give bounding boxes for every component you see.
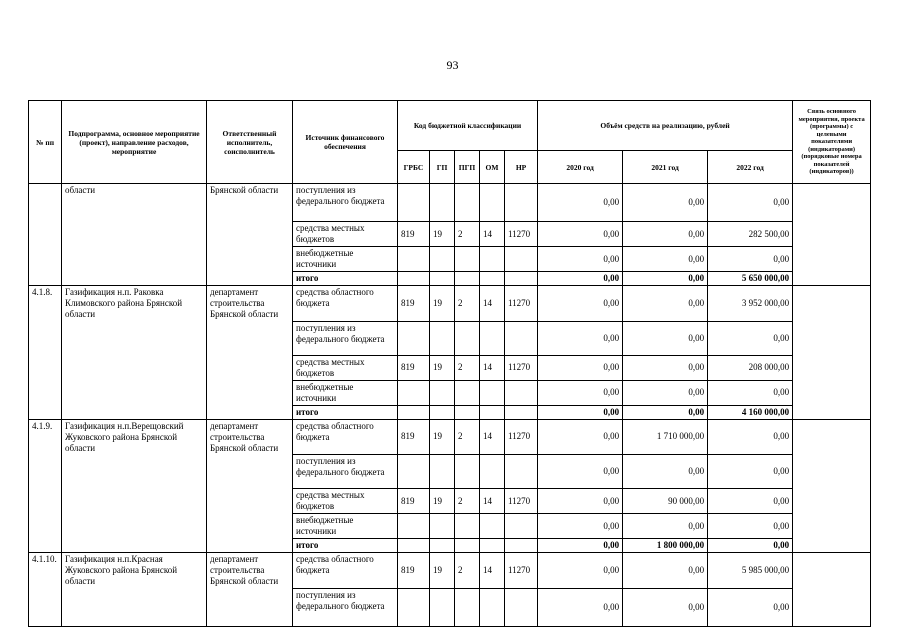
code-nr: [505, 272, 538, 286]
code-grbs: [398, 588, 430, 626]
executor: [207, 588, 293, 626]
code-nr: [505, 321, 538, 355]
indicator-link: [793, 247, 871, 272]
indicator-link: [793, 405, 871, 419]
code-nr: [505, 184, 538, 222]
code-grbs: 819: [398, 419, 430, 455]
event-name: [62, 455, 207, 489]
table-row: [29, 222, 871, 247]
amount-2021: 0,00: [623, 588, 708, 626]
code-om: [480, 539, 505, 553]
executor: [207, 405, 293, 419]
header-nr: НР: [505, 151, 538, 184]
amount-2022: 0,00: [708, 539, 793, 553]
row-number: [29, 247, 62, 272]
code-grbs: [398, 514, 430, 539]
funding-source: итого: [293, 539, 398, 553]
executor: [207, 380, 293, 405]
table-row: [29, 286, 871, 322]
amount-2021: 90 000,00: [623, 489, 708, 514]
funding-source: средства местных бюджетов: [293, 222, 398, 247]
event-name: [62, 222, 207, 247]
amount-2022: 0,00: [708, 247, 793, 272]
row-number: [29, 380, 62, 405]
amount-2021: 0,00: [623, 184, 708, 222]
code-gp: 19: [430, 489, 455, 514]
table-body: [29, 184, 871, 627]
header-budget-code: Код бюджетной классификации: [398, 101, 538, 151]
executor: департамент строительства Брянской области: [207, 419, 293, 455]
row-number: [29, 355, 62, 380]
executor: [207, 489, 293, 514]
amount-2022: 0,00: [708, 514, 793, 539]
table-row: [29, 321, 871, 355]
amount-2020: 0,00: [538, 553, 623, 589]
code-gp: 19: [430, 419, 455, 455]
header-source: Источник финансового обеспечения: [293, 101, 398, 184]
amount-2022: 0,00: [708, 419, 793, 455]
amount-2022: 5 985 000,00: [708, 553, 793, 589]
header-gp: ГП: [430, 151, 455, 184]
code-om: [480, 380, 505, 405]
table-row: [29, 489, 871, 514]
code-nr: 11270: [505, 222, 538, 247]
code-pgp: 2: [455, 355, 480, 380]
code-gp: [430, 272, 455, 286]
amount-2020: 0,00: [538, 272, 623, 286]
amount-2022: 0,00: [708, 184, 793, 222]
amount-2022: 208 000,00: [708, 355, 793, 380]
funding-source: средства областного бюджета: [293, 286, 398, 322]
code-grbs: [398, 539, 430, 553]
code-nr: [505, 588, 538, 626]
code-gp: [430, 455, 455, 489]
table-row: [29, 355, 871, 380]
row-number: [29, 222, 62, 247]
code-pgp: [455, 455, 480, 489]
amount-2021: 0,00: [623, 247, 708, 272]
code-om: [480, 321, 505, 355]
code-pgp: [455, 380, 480, 405]
code-nr: [505, 405, 538, 419]
code-nr: 11270: [505, 286, 538, 322]
amount-2021: 1 710 000,00: [623, 419, 708, 455]
executor: [207, 514, 293, 539]
budget-table: [28, 100, 871, 627]
code-grbs: 819: [398, 553, 430, 589]
table-row: [29, 455, 871, 489]
amount-2020: 0,00: [538, 588, 623, 626]
header-2021: 2021 год: [623, 151, 708, 184]
amount-2022: 4 160 000,00: [708, 405, 793, 419]
funding-source: поступления из федерального бюджета: [293, 184, 398, 222]
header-name: Подпрограмма, основное мероприятие (проект), направление расходов, мероприятие: [62, 101, 207, 184]
code-gp: [430, 321, 455, 355]
amount-2022: 0,00: [708, 380, 793, 405]
event-name: [62, 355, 207, 380]
amount-2022: 5 650 000,00: [708, 272, 793, 286]
amount-2021: 0,00: [623, 321, 708, 355]
amount-2020: 0,00: [538, 321, 623, 355]
funding-source: внебюджетные источники: [293, 247, 398, 272]
code-grbs: 819: [398, 286, 430, 322]
executor: [207, 272, 293, 286]
funding-source: внебюджетные источники: [293, 380, 398, 405]
amount-2021: 0,00: [623, 222, 708, 247]
executor: [207, 247, 293, 272]
amount-2021: 0,00: [623, 455, 708, 489]
code-om: [480, 405, 505, 419]
code-grbs: [398, 272, 430, 286]
row-number: 4.1.8.: [29, 286, 62, 322]
amount-2020: 0,00: [538, 184, 623, 222]
header-2020: 2020 год: [538, 151, 623, 184]
indicator-link: [793, 514, 871, 539]
amount-2020: 0,00: [538, 514, 623, 539]
indicator-link: [793, 419, 871, 455]
table-row: [29, 380, 871, 405]
executor: Брянской области: [207, 184, 293, 222]
executor: департамент строительства Брянской области: [207, 553, 293, 589]
amount-2022: 282 500,00: [708, 222, 793, 247]
amount-2021: 0,00: [623, 286, 708, 322]
indicator-link: [793, 222, 871, 247]
code-om: [480, 272, 505, 286]
code-pgp: [455, 514, 480, 539]
code-pgp: [455, 272, 480, 286]
indicator-link: [793, 380, 871, 405]
code-gp: [430, 514, 455, 539]
funding-source: поступления из федерального бюджета: [293, 455, 398, 489]
code-gp: [430, 380, 455, 405]
funding-source: средства местных бюджетов: [293, 355, 398, 380]
code-pgp: [455, 184, 480, 222]
code-nr: [505, 455, 538, 489]
code-nr: [505, 380, 538, 405]
code-nr: [505, 247, 538, 272]
indicator-link: [793, 321, 871, 355]
code-om: 14: [480, 553, 505, 589]
indicator-link: [793, 355, 871, 380]
code-gp: 19: [430, 355, 455, 380]
amount-2022: 3 952 000,00: [708, 286, 793, 322]
amount-2020: 0,00: [538, 419, 623, 455]
amount-2021: 0,00: [623, 355, 708, 380]
amount-2020: 0,00: [538, 247, 623, 272]
code-gp: [430, 539, 455, 553]
amount-2022: 0,00: [708, 321, 793, 355]
amount-2021: 0,00: [623, 553, 708, 589]
table-row: [29, 247, 871, 272]
event-name: [62, 405, 207, 419]
code-om: [480, 247, 505, 272]
funding-source: средства местных бюджетов: [293, 489, 398, 514]
code-nr: [505, 539, 538, 553]
table-row: [29, 539, 871, 553]
funding-source: поступления из федерального бюджета: [293, 321, 398, 355]
amount-2021: 0,00: [623, 380, 708, 405]
code-nr: 11270: [505, 355, 538, 380]
event-name: [62, 321, 207, 355]
row-number: [29, 184, 62, 222]
code-grbs: [398, 247, 430, 272]
event-name: [62, 514, 207, 539]
amount-2021: 1 800 000,00: [623, 539, 708, 553]
amount-2020: 0,00: [538, 222, 623, 247]
amount-2020: 0,00: [538, 405, 623, 419]
code-pgp: [455, 588, 480, 626]
row-number: [29, 514, 62, 539]
amount-2020: 0,00: [538, 286, 623, 322]
code-om: 14: [480, 222, 505, 247]
executor: [207, 539, 293, 553]
executor: [207, 222, 293, 247]
code-gp: 19: [430, 553, 455, 589]
code-om: [480, 455, 505, 489]
code-gp: [430, 247, 455, 272]
table-row: [29, 184, 871, 222]
row-number: 4.1.9.: [29, 419, 62, 455]
row-number: [29, 321, 62, 355]
event-name: [62, 489, 207, 514]
table-row: [29, 514, 871, 539]
table-row: [29, 419, 871, 455]
amount-2022: 0,00: [708, 489, 793, 514]
amount-2022: 0,00: [708, 588, 793, 626]
code-om: [480, 184, 505, 222]
amount-2021: 0,00: [623, 514, 708, 539]
code-gp: [430, 405, 455, 419]
funding-source: внебюджетные источники: [293, 514, 398, 539]
code-gp: [430, 184, 455, 222]
amount-2021: 0,00: [623, 405, 708, 419]
header-num: № пп: [29, 101, 62, 184]
code-grbs: 819: [398, 222, 430, 247]
code-grbs: [398, 184, 430, 222]
indicator-link: [793, 553, 871, 589]
code-pgp: [455, 321, 480, 355]
event-name: области: [62, 184, 207, 222]
indicator-link: [793, 489, 871, 514]
code-pgp: [455, 247, 480, 272]
funding-source: средства областного бюджета: [293, 553, 398, 589]
code-grbs: [398, 405, 430, 419]
funding-source: средства областного бюджета: [293, 419, 398, 455]
row-number: 4.1.10.: [29, 553, 62, 589]
amount-2020: 0,00: [538, 355, 623, 380]
funding-source: итого: [293, 272, 398, 286]
row-number: [29, 588, 62, 626]
table-row: [29, 553, 871, 589]
executor: [207, 321, 293, 355]
code-om: [480, 514, 505, 539]
table-row: [29, 272, 871, 286]
code-nr: 11270: [505, 489, 538, 514]
indicator-link: [793, 539, 871, 553]
indicator-link: [793, 588, 871, 626]
code-gp: 19: [430, 222, 455, 247]
code-pgp: 2: [455, 419, 480, 455]
code-grbs: 819: [398, 355, 430, 380]
code-pgp: [455, 539, 480, 553]
code-nr: 11270: [505, 553, 538, 589]
page-number: 93: [446, 58, 459, 72]
code-pgp: [455, 405, 480, 419]
code-grbs: [398, 321, 430, 355]
event-name: [62, 272, 207, 286]
code-grbs: [398, 380, 430, 405]
event-name: Газификация н.п. Раковка Климовского района Брянской области: [62, 286, 207, 322]
header-om: ОМ: [480, 151, 505, 184]
row-number: [29, 489, 62, 514]
table-row: [29, 588, 871, 626]
amount-2022: 0,00: [708, 455, 793, 489]
header-grbs: ГРБС: [398, 151, 430, 184]
code-pgp: 2: [455, 553, 480, 589]
header-pgp: ПГП: [455, 151, 480, 184]
event-name: [62, 539, 207, 553]
indicator-link: [793, 184, 871, 222]
row-number: [29, 272, 62, 286]
amount-2020: 0,00: [538, 489, 623, 514]
header-executor: Ответственный исполнитель, соисполнитель: [207, 101, 293, 184]
code-nr: 11270: [505, 419, 538, 455]
code-pgp: 2: [455, 222, 480, 247]
code-om: [480, 588, 505, 626]
code-om: 14: [480, 286, 505, 322]
indicator-link: [793, 272, 871, 286]
funding-source: поступления из федерального бюджета: [293, 588, 398, 626]
executor: департамент строительства Брянской области: [207, 286, 293, 322]
indicator-link: [793, 455, 871, 489]
header-volume: Объём средств на реализацию, рублей: [538, 101, 793, 151]
row-number: [29, 539, 62, 553]
amount-2020: 0,00: [538, 539, 623, 553]
event-name: Газификация н.п.Красная Жуковского района Брянской области: [62, 553, 207, 589]
code-om: 14: [480, 489, 505, 514]
amount-2020: 0,00: [538, 455, 623, 489]
header-2022: 2022 год: [708, 151, 793, 184]
indicator-link: [793, 286, 871, 322]
code-gp: 19: [430, 286, 455, 322]
code-nr: [505, 514, 538, 539]
funding-source: итого: [293, 405, 398, 419]
event-name: Газификация н.п.Верещовский Жуковского района Брянской области: [62, 419, 207, 455]
executor: [207, 455, 293, 489]
row-number: [29, 405, 62, 419]
code-gp: [430, 588, 455, 626]
amount-2021: 0,00: [623, 272, 708, 286]
code-grbs: 819: [398, 489, 430, 514]
executor: [207, 355, 293, 380]
event-name: [62, 588, 207, 626]
code-om: 14: [480, 355, 505, 380]
code-om: 14: [480, 419, 505, 455]
event-name: [62, 380, 207, 405]
code-pgp: 2: [455, 489, 480, 514]
header-link: Связь основного мероприятия, проекта (программы) с целевыми показателями (индикаторами) (порядковые номера показателей (индикаторов)): [793, 101, 871, 184]
table-row: [29, 405, 871, 419]
code-pgp: 2: [455, 286, 480, 322]
amount-2020: 0,00: [538, 380, 623, 405]
event-name: [62, 247, 207, 272]
row-number: [29, 455, 62, 489]
code-grbs: [398, 455, 430, 489]
